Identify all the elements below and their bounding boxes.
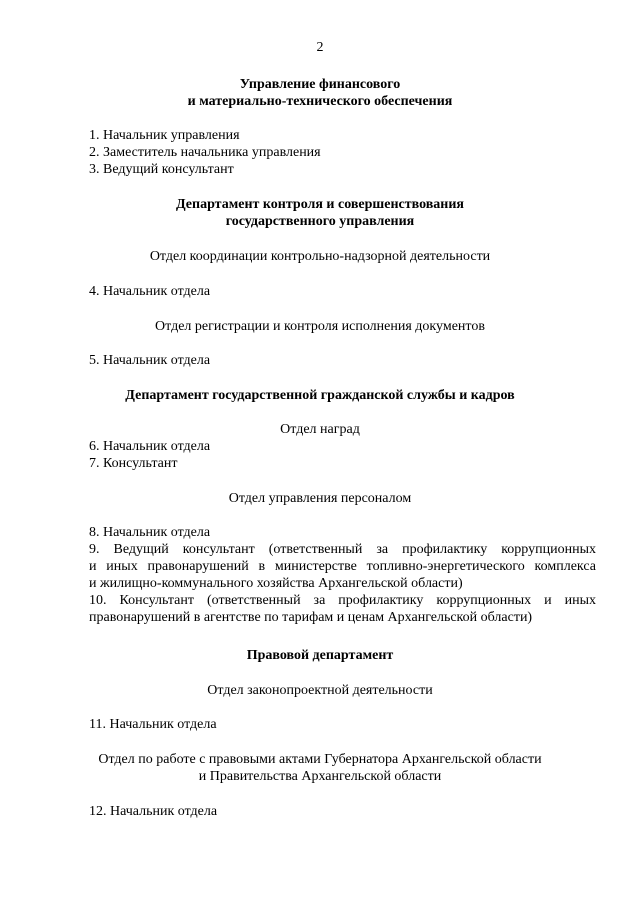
department-heading: Отдел законопроектной деятельности: [207, 683, 433, 698]
section-title: Правовой департамент: [246, 648, 394, 663]
list-item: 2. Заместитель начальника управления: [89, 145, 321, 160]
list-item: 11. Начальник отдела: [89, 717, 217, 732]
list-item: 7. Консультант: [89, 456, 178, 471]
list-item-line: и иных правонарушений в министерстве топливно-энергетического комплекса: [89, 559, 596, 574]
list-item: 12. Начальник отдела: [89, 804, 218, 819]
department-heading: Отдел управления персоналом: [228, 491, 412, 506]
list-item-line: 9. Ведущий консультант (ответственный за профилактику коррупционных: [89, 542, 596, 557]
list-item: 8. Начальник отдела: [89, 525, 211, 540]
department-heading: Отдел регистрации и контроля исполнения документов: [155, 319, 485, 334]
page-number: 2: [316, 40, 324, 55]
department-heading-line: Отдел по работе с правовыми актами Губернатора Архангельской области: [98, 752, 542, 767]
section-title-line: и материально-технического обеспечения: [187, 94, 453, 109]
section-title-line: государственного управления: [225, 214, 415, 229]
list-item: 3. Ведущий консультант: [89, 162, 234, 177]
list-item-line: 10. Консультант (ответственный за профилактику коррупционных и иных: [89, 593, 596, 608]
department-heading: Отдел координации контрольно-надзорной деятельности: [149, 249, 491, 264]
list-item-line: правонарушений в агентстве по тарифам и ценам Архангельской области): [89, 610, 533, 625]
list-item-line: и жилищно-коммунального хозяйства Архангельской области): [89, 576, 463, 591]
section-title-line: Управление финансового: [239, 77, 401, 92]
list-item: 5. Начальник отдела: [89, 353, 211, 368]
list-item: 1. Начальник управления: [89, 128, 240, 143]
section-title-line: Департамент контроля и совершенствования: [175, 197, 465, 212]
department-heading-line: и Правительства Архангельской области: [198, 769, 442, 784]
section-title: Департамент государственной гражданской службы и кадров: [125, 388, 515, 403]
list-item: 4. Начальник отдела: [89, 284, 211, 299]
list-item: 6. Начальник отдела: [89, 439, 211, 454]
department-heading: Отдел наград: [280, 422, 360, 437]
